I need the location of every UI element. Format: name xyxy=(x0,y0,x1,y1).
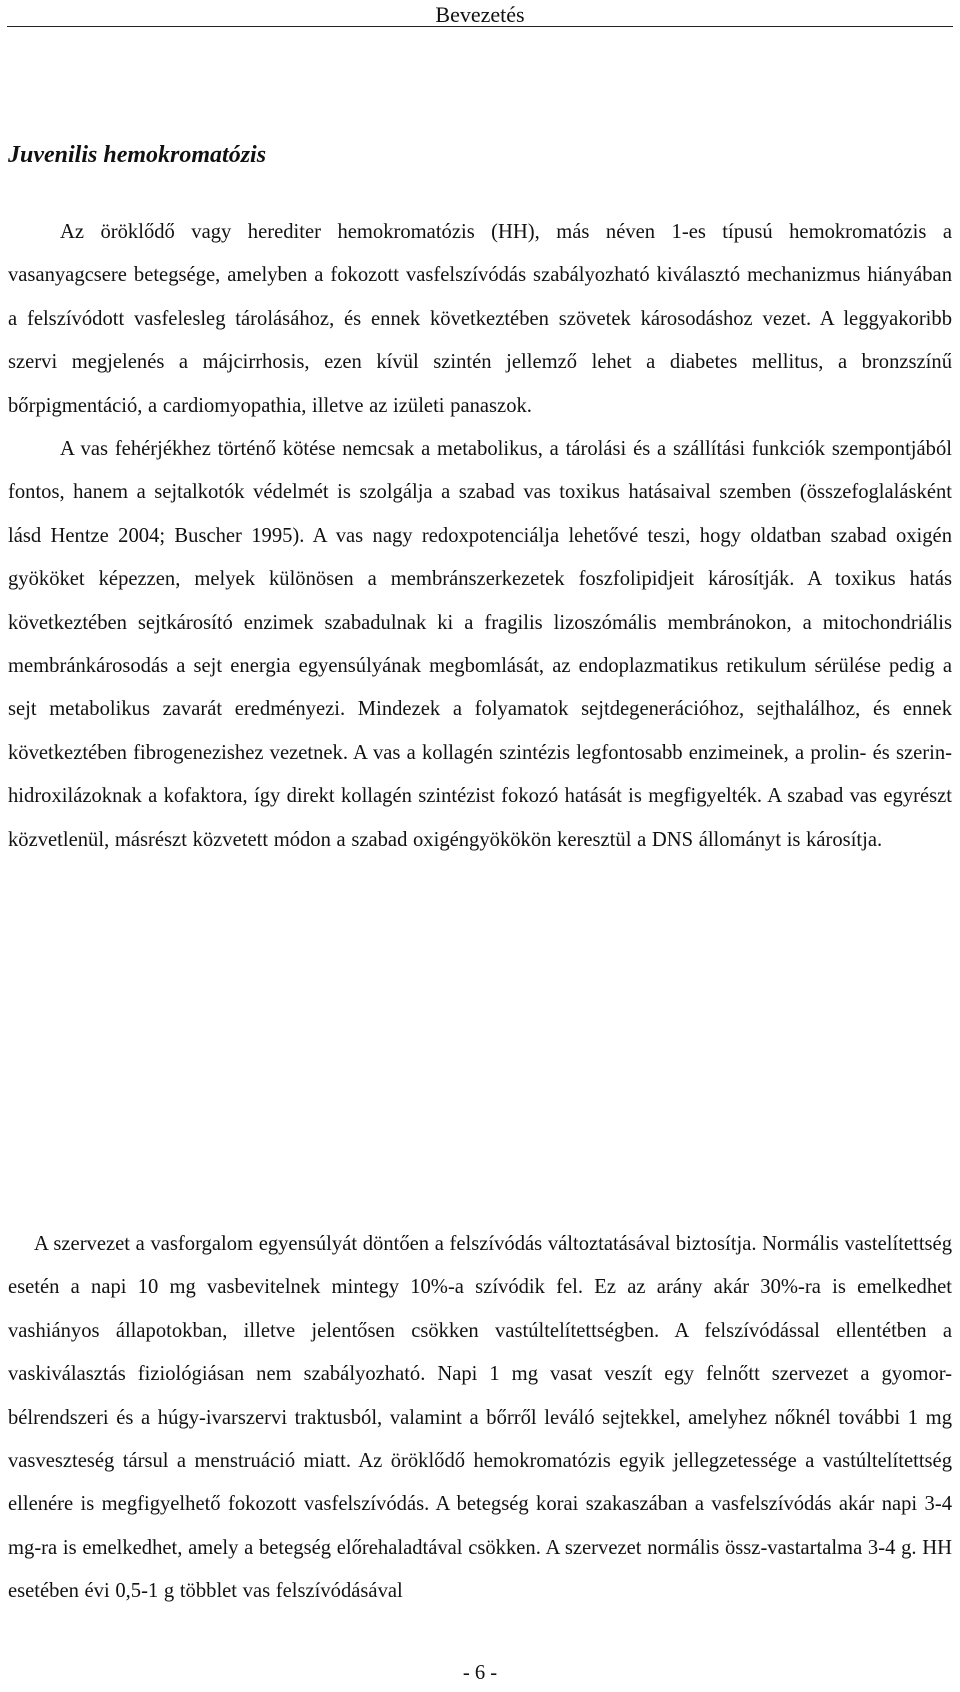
page-number: - 6 - xyxy=(462,1662,498,1684)
header-rule xyxy=(7,26,953,27)
running-header: Bevezetés xyxy=(435,2,525,27)
paragraph-text-1b: A vas fehérjékhez történő kötése nemcsak a metabolikus, a tárolási és a szállítási funkciók szempontjából fontos, hanem a sejtalkotók védelmét is szolgálja a szabad vas toxikus hatásaival szemben (összefoglalásként lásd Hentze 2004; Buscher 1995). A vas nagy redoxpotenciálja lehetővé teszi, hogy oldatban szabad oxigén gyököket képezzen, melyek különösen a membránszerkezetek foszfolipidjeit károsítják. A toxikus hatás következtében sejtkárosító enzimek szabadulnak ki a fragilis lizoszómális membránokon, a mitochondriális membránkárosodás a sejt energia egyensúlyának megbomlását, az endoplazmatikus retikulum sérülése pedig a sejt metabolikus zavarát eredményezi. Mindezek a folyamatok sejtdegenerációhoz, sejthalálhoz, és ennek következtében fibrogenezishez vezetnek. A vas a kollagén szintézis legfontosabb enzimeinek, a prolin- és szerin-hidroxilázoknak a kofaktora, így direkt kollagén szintézist fokozó hatását is megfigyelték. A szabad vas egyrészt közvetlenül, másrészt közvetett módon a szabad oxigéngyökökön keresztül a DNS állományt is károsítja. xyxy=(8,438,952,851)
section-title: Juvenilis hemokromatózis xyxy=(8,142,267,168)
body-paragraph-2 xyxy=(8,1223,952,1614)
body-paragraph-1 xyxy=(8,211,952,862)
paragraph-text-1: Az öröklődő vagy herediter hemokromatózis (HH), más néven 1-es típusú hemokromatózis a vasanyagcsere betegsége, amelyben a fokozott vasfelszívódás szabályozható kiválasztó mechanizmus hiányában a felszívódott vasfelesleg tárolásához, és ennek következtében szövetek károsodáshoz vezet. A leggyakoribb szervi megjelenés a májcirrhosis, ezen kívül szintén jellemző lehet a diabetes mellitus, a bronzszínű bőrpigmentáció, a cardiomyopathia, illetve az izületi panaszok. xyxy=(8,221,952,417)
paragraph-text-2: A szervezet a vasforgalom egyensúlyát döntően a felszívódás változtatásával biztosítja. Normális vastelítettség esetén a napi 10 mg vasbevitelnek mintegy 10%-a szívódik fel. Ez az arány akár 30%-ra is emelkedhet vashiányos állapotokban, illetve jelentősen csökken vastúltelítettségben. A felszívódással ellentétben a vaskiválasztás fiziológiásan nem szabályozható. Napi 1 mg vasat veszít egy felnőtt szervezet a gyomor-bélrendszeri és a húgy-ivarszervi traktusból, valamint a bőrről leváló sejtekkel, amelyhez nőknél további 1 mg vasveszteség társul a menstruáció miatt. Az öröklődő hemokromatózis egyik jellegzetessége a vastúltelítettség ellenére is megfigyelhető fokozott vasfelszívódás. A betegség korai szakaszában a vasfelszívódás akár napi 3-4 mg-ra is emelkedhet, amely a betegség előrehaladtával csökken. A szervezet normális össz-vastartalma 3-4 g. HH esetében évi 0,5-1 g többlet vas felszívódásával xyxy=(8,1233,952,1603)
